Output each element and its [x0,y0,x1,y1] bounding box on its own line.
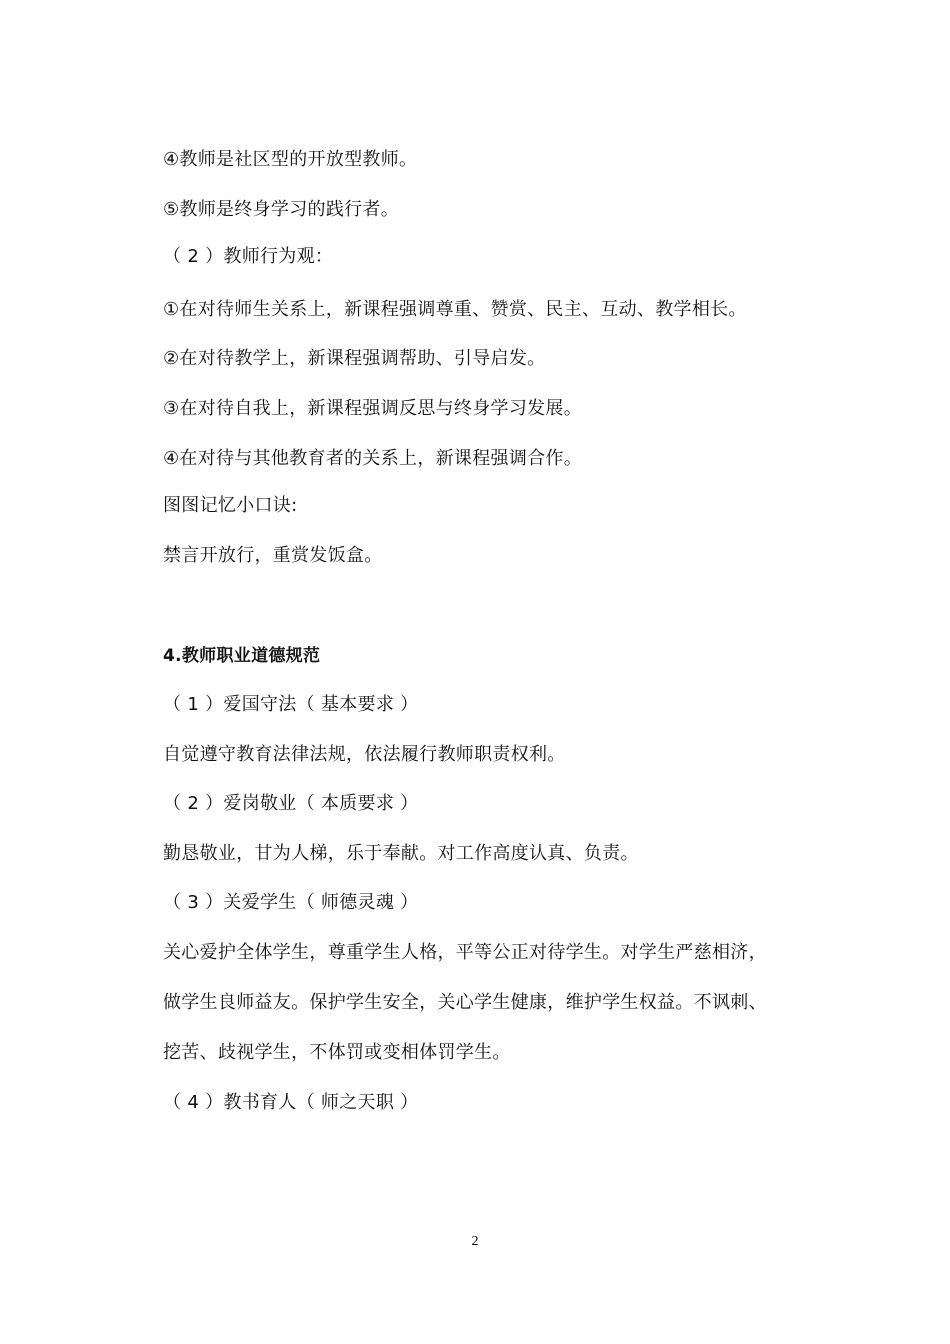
section-heading: 4.教师职业道德规范 [163,646,321,666]
paragraph-line: ④教师是社区型的开放型教师。 [163,149,418,170]
paragraph-line: ①在对待师生关系上，新课程强调尊重、赞赏、民主、互动、教学相长。 [163,299,747,320]
paragraph-line: ⑤教师是终身学习的践行者。 [163,199,400,220]
paragraph-line: 勤恳敬业，甘为人梯，乐于奉献。对工作高度认真、负责。 [163,843,639,864]
paragraph-line: ③在对待自我上，新课程强调反思与终身学习发展。 [163,398,583,419]
paragraph-line: （ 2 ）爱岗敬业（ 本质要求 ） [163,793,419,814]
paragraph-line: （ 4 ）教书育人（ 师之天职 ） [163,1092,419,1113]
page-number: 2 [471,1234,479,1249]
paragraph-line: 禁言开放行，重赏发饭盒。 [163,545,383,566]
paragraph-line: （ 2 ）教师行为观： [163,246,334,267]
paragraph-line: ④在对待与其他教育者的关系上，新课程强调合作。 [163,448,583,469]
paragraph-line: （ 1 ）爱国守法（ 基本要求 ） [163,694,419,715]
paragraph-line: 图图记忆小口诀: [163,495,298,516]
paragraph-line: 挖苦、歧视学生，不体罚或变相体罚学生。 [163,1042,511,1063]
paragraph-line: 自觉遵守教育法律法规，依法履行教师职责权利。 [163,744,566,765]
paragraph-line: （ 3 ）关爱学生（ 师德灵魂 ） [163,892,419,913]
paragraph-line: ②在对待教学上，新课程强调帮助、引导启发。 [163,348,546,369]
paragraph-line: 关心爱护全体学生，尊重学生人格，平等公正对待学生。对学生严慈相济， [163,942,767,963]
paragraph-line: 做学生良师益友。保护学生安全，关心学生健康，维护学生权益。不讽刺、 [163,992,767,1013]
